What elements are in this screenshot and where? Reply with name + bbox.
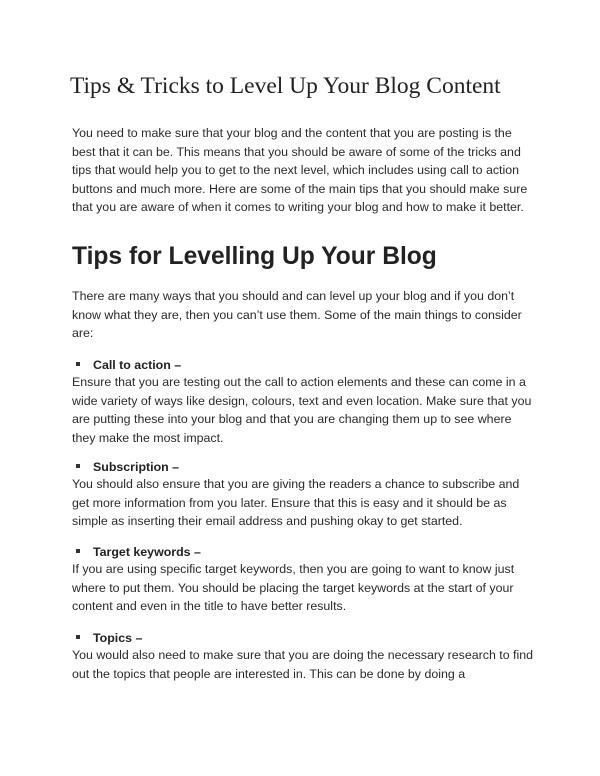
bullet-icon xyxy=(76,362,80,366)
tip-heading-subscription: Subscription – xyxy=(72,458,179,476)
tip-heading-target-keywords: Target keywords – xyxy=(72,543,201,561)
bullet-icon xyxy=(76,635,80,639)
bullet-icon xyxy=(76,464,80,468)
article-title: Tips & Tricks to Level Up Your Blog Content xyxy=(70,73,501,99)
tip-heading-topics: Topics – xyxy=(72,629,142,647)
tip-body-subscription: You should also ensure that you are giving the readers a chance to subscribe and get more information from you later. Ensure that this is easy and it should be as simple as inserting their email address and pushing okay to get started. xyxy=(72,477,520,529)
section-heading: Tips for Levelling Up Your Blog xyxy=(72,243,437,270)
tip-body-call-to-action: Ensure that you are testing out the call to action elements and these can come in a wide variety of ways like design, colours, text and even location. Make sure that you are putting these into your blog and that you are changing them up to see where they make the most impact. xyxy=(72,375,532,445)
tip-heading-call-to-action: Call to action – xyxy=(72,356,181,374)
intro-paragraph: You need to make sure that your blog and the content that you are posting is the best that it can be. This means that you should be aware of some of the tricks and tips that would help you to get to the next level, which includes using call to action buttons and much more. Here are some of the main tips that you should make sure that you are aware of when it comes to writing your blog and how to make it better. xyxy=(72,126,528,215)
tip-body-topics: You would also need to make sure that you are doing the necessary research to find out the topics that people are interested in. This can be done by doing a xyxy=(72,648,534,681)
bullet-icon xyxy=(76,549,80,553)
tip-body-target-keywords: If you are using specific target keywords, then you are going to want to know just where to put them. You should be placing the target keywords at the start of your content and even in the title to have better results. xyxy=(72,562,515,614)
section-intro-paragraph: There are many ways that you should and can level up your blog and if you don’t know what they are, then you can’t use them. Some of the main things to consider are: xyxy=(72,289,522,341)
